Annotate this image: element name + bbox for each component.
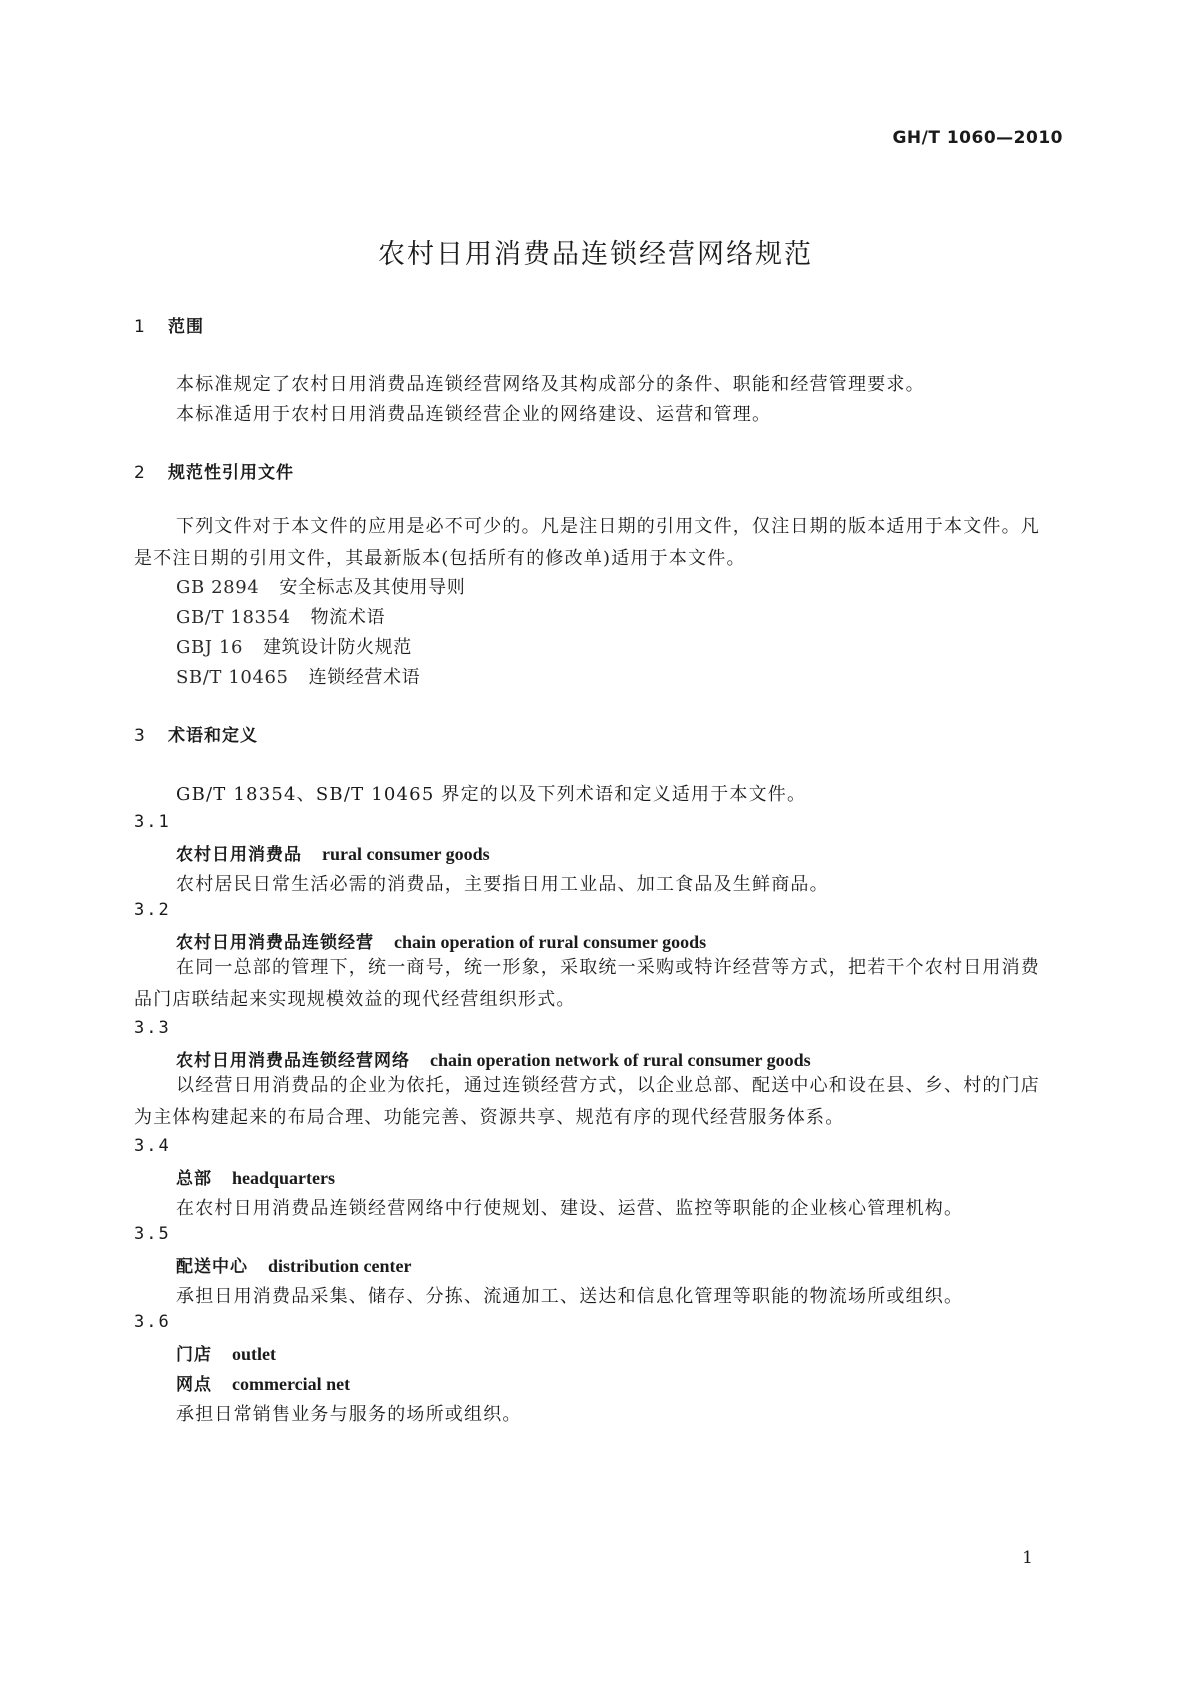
paragraph: 本标准规定了农村日用消费品连锁经营网络及其构成部分的条件、职能和经营管理要求。 [176,374,925,395]
term-entry [176,1164,335,1189]
term-definition: 在农村日用消费品连锁经营网络中行使规划、建设、运营、监控等职能的企业核心管理机构。 [176,1198,964,1219]
term-definition: 以经营日用消费品的企业为依托，通过连锁经营方式，以企业总部、配送中心和设在县、乡、村的门店为主体构建起来的布局合理、功能完善、资源共享、规范有序的现代经营服务体系。 [134,1075,1040,1128]
document-number: GH/T 1060—2010 [892,128,1063,148]
clause-number: 3.2 [134,900,171,920]
page-number: 1 [1022,1548,1033,1568]
section-title: 规范性引用文件 [168,463,294,483]
term-entry [176,1340,276,1365]
term-definition: 农村居民日常生活必需的消费品，主要指日用工业品、加工食品及生鲜商品。 [176,874,829,895]
reference-item [176,603,385,629]
term-zh: 农村日用消费品连锁经营 [176,933,374,953]
clause-number: 3.1 [134,812,171,832]
term-zh: 农村日用消费品连锁经营网络 [176,1051,410,1071]
term-zh: 农村日用消费品 [176,845,302,865]
section-title: 术语和定义 [168,726,258,746]
section-heading-scope [134,312,204,337]
term-zh: 配送中心 [176,1257,248,1277]
reference-title: 连锁经营术语 [308,667,421,688]
reference-item [176,633,412,659]
reference-title: 安全标志及其使用导则 [279,577,466,598]
reference-code: SB/T 10465 [176,667,289,688]
clause-number: 3.6 [134,1312,171,1332]
term-zh: 门店 [176,1345,212,1365]
term-entry [176,1046,811,1071]
section-number: 3 [134,726,146,746]
section-title: 范围 [168,317,204,337]
term-en: chain operation of rural consumer goods [394,932,707,952]
reference-item [176,663,420,689]
section-heading-normative-references [134,458,294,483]
term-entry [176,1252,412,1277]
section-heading-terms-and-definitions [134,721,258,746]
reference-item [176,573,465,599]
term-en: chain operation network of rural consumer goods [430,1050,811,1070]
clause-number: 3.5 [134,1224,171,1244]
section-number: 1 [134,317,146,337]
term-entry [176,928,706,953]
term-zh: 总部 [176,1169,212,1189]
reference-code: GB/T 18354 [176,607,291,628]
paragraph: 下列文件对于本文件的应用是必不可少的。凡是注日期的引用文件，仅注日期的版本适用于本文件。凡是不注日期的引用文件，其最新版本(包括所有的修改单)适用于本文件。 [134,516,1040,569]
term-entry-synonym [176,1370,350,1395]
term-en: commercial net [232,1374,351,1394]
term-en: outlet [232,1344,276,1364]
clause-number: 3.4 [134,1136,171,1156]
paragraph: 本标准适用于农村日用消费品连锁经营企业的网络建设、运营和管理。 [176,404,772,425]
reference-code: GBJ 16 [176,637,244,658]
term-entry [176,840,490,865]
term-definition: 承担日用消费品采集、储存、分拣、流通加工、送达和信息化管理等职能的物流场所或组织。 [176,1286,964,1307]
term-zh: 网点 [176,1375,212,1395]
section-number: 2 [134,463,146,483]
paragraph: GB/T 18354、SB/T 10465 界定的以及下列术语和定义适用于本文件。 [176,784,807,805]
term-en: rural consumer goods [322,844,490,864]
term-definition: 承担日常销售业务与服务的场所或组织。 [176,1404,522,1425]
document-title: 农村日用消费品连锁经营网络规范 [378,239,813,270]
clause-number: 3.3 [134,1018,171,1038]
term-en: distribution center [268,1256,412,1276]
term-definition: 在同一总部的管理下，统一商号，统一形象，采取统一采购或特许经营等方式，把若干个农村日用消费品门店联结起来实现规模效益的现代经营组织形式。 [134,957,1040,1010]
reference-title: 物流术语 [310,607,386,628]
reference-title: 建筑设计防火规范 [263,637,412,658]
reference-code: GB 2894 [176,577,260,598]
term-en: headquarters [232,1168,335,1188]
